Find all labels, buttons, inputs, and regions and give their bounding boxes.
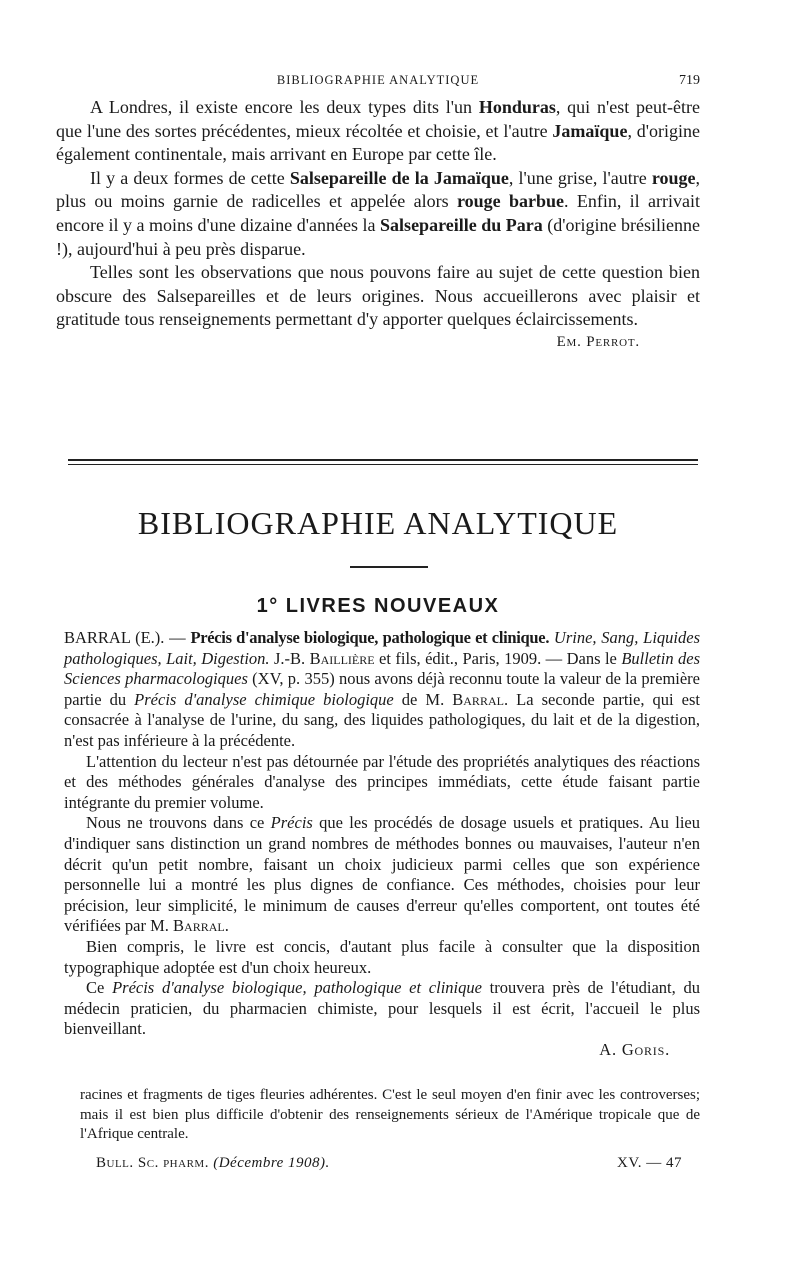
text-run: — (164, 628, 191, 647)
text-run: , l'une grise, l'autre (508, 167, 652, 188)
footnote (80, 1086, 700, 1145)
term-salsepareille-jamaique: Salsepareille de la Jamaïque (289, 167, 509, 188)
review-paragraph-5 (64, 978, 700, 1040)
text-run: que les procédés de dosage usuels et pratiques. Au lieu d'indiquer sans distinction un grand nombres de méthodes bonnes ou mauvaises, l'auteur n'en décrit qu'un petit nombre, faisant un choix judicieux parmi celles que son expérience personnelle lui a montré les plus dignes de confiance. Ces méthodes, choisies pour leur précision, leur simplicité, le minimum de causes d'erreur qu'elles comportent, ont toutes été vérifiées par M. (64, 813, 700, 936)
section-title: BIBLIOGRAPHIE ANALYTIQUE (137, 505, 619, 541)
term-rouge-barbue: rouge barbue (456, 191, 564, 212)
section-divider-thin (68, 464, 698, 465)
review-paragraph-1 (64, 628, 700, 752)
text-run: Ce (86, 978, 113, 998)
first-volume-title: Précis d'analyse chimique biologique (134, 689, 394, 709)
text-run: trouvera près de l'étudiant, du médecin praticien, du pharmacien chimiste, pour lesquels il est écrit, l'accueil le plus bienveillant. (64, 978, 700, 1039)
text-run: J.-B. (269, 648, 310, 668)
term-rouge: rouge (651, 167, 696, 188)
publisher-name: Baillière (309, 648, 375, 668)
article-conclusion (56, 96, 700, 351)
book-short-title: Précis (270, 813, 313, 833)
author-name: Barral (452, 689, 504, 709)
review-paragraph-3 (64, 813, 700, 937)
running-head (56, 73, 700, 93)
subsection-title: 1° LIVRES NOUVEAUX (256, 595, 500, 617)
text-run: , plus ou moins garnie de radicelles et appelée alors (56, 167, 700, 212)
book-subtitle: Urine, Sang, Liquides pathologiques, Lait, Digestion. (64, 628, 701, 668)
term-salsepareille-para: Salsepareille du Para (380, 214, 543, 235)
text-run: Il y a deux formes de cette (90, 167, 290, 188)
running-title: BIBLIOGRAPHIE ANALYTIQUE (276, 73, 480, 87)
text-run: A Londres, il existe encore les deux types dits l'un (90, 97, 479, 117)
author-name: Barral (173, 916, 225, 936)
paragraph-formes (56, 167, 700, 261)
issue-date: (Décembre 1908). (208, 1155, 330, 1171)
reviewer-signature: A. Goris. (599, 1039, 670, 1059)
page-number: 719 (679, 73, 700, 88)
journal-citation (96, 1155, 330, 1172)
text-run: . (224, 916, 229, 936)
paragraph-londres (56, 96, 700, 167)
text-run: et fils, édit., Paris, 1909. — Dans le (374, 648, 622, 668)
journal-reference: Bulletin des Sciences pharmacologiques (64, 648, 701, 689)
text-run: Nous ne trouvons dans ce (86, 813, 271, 833)
text-run: . Enfin, il arrivait encore il y a moins d'une dizaine d'années la (56, 191, 700, 235)
term-jamaique: Jamaïque (552, 120, 628, 141)
title-underline (350, 566, 428, 568)
text-run: de M. (393, 689, 453, 709)
term-honduras: Honduras (478, 97, 556, 117)
text-run: (d'origine brésilienne !), aujourd'hui à peu près disparue. (56, 214, 700, 259)
paragraph-observations: Telles sont les observations que nous pouvons faire au sujet de cette question bien obscure des Salsepareilles et de leurs origines. Nous accueillerons avec plaisir et gratitude tous renseignements permettant d'y apporter quelques éclaircissements. (56, 262, 700, 330)
review-author: BARRAL (E.). (64, 628, 165, 647)
book-review (64, 628, 700, 1060)
text-run: (XV, p. 355) nous avons déjà reconnu toute la valeur de la première partie du (64, 669, 701, 709)
journal-abbrev: Bull. Sc. pharm. (96, 1155, 209, 1171)
volume-sheet: XV. — 47 (617, 1155, 682, 1171)
book-title-italic: Précis d'analyse biologique, pathologique et clinique (112, 978, 482, 998)
page-footer (96, 1155, 696, 1175)
text-run: , qui n'est peut-être que l'une des sortes précédentes, mieux récoltée et choisie, et l'autre (56, 97, 701, 141)
book-title: Précis d'analyse biologique, pathologique et clinique. (190, 628, 550, 647)
review-paragraph-2: L'attention du lecteur n'est pas détournée par l'étude des propriétés analytiques des réactions et des méthodes générales d'analyse des principes immédiats, cette étude faisant partie intégrante du premier volume. (64, 751, 700, 812)
section-divider-thick (68, 459, 698, 461)
reviewer-line (64, 1040, 700, 1061)
footnote-text: racines et fragments de tiges fleuries adhérentes. C'est le seul moyen d'en finir avec les controverses; mais il est bien plus difficile d'obtenir des renseignements sérieux de l'Amérique tropicale que de l'Afrique centrale. (80, 1087, 700, 1142)
author-signature: Em. Perrot. (556, 333, 640, 350)
text-run: . La seconde partie, qui est consacrée à l'analyse de l'urine, du sang, des liquides pathologiques, du lait et de la digestion, n'est pas inférieure à la précédente. (64, 689, 700, 750)
review-paragraph-4: Bien compris, le livre est concis, d'autant plus facile à consulter que la disposition typographique adoptée est d'un choix heureux. (64, 936, 700, 977)
text-run: , d'origine également continentale, mais arrivant en Europe par cette île. (56, 120, 700, 165)
